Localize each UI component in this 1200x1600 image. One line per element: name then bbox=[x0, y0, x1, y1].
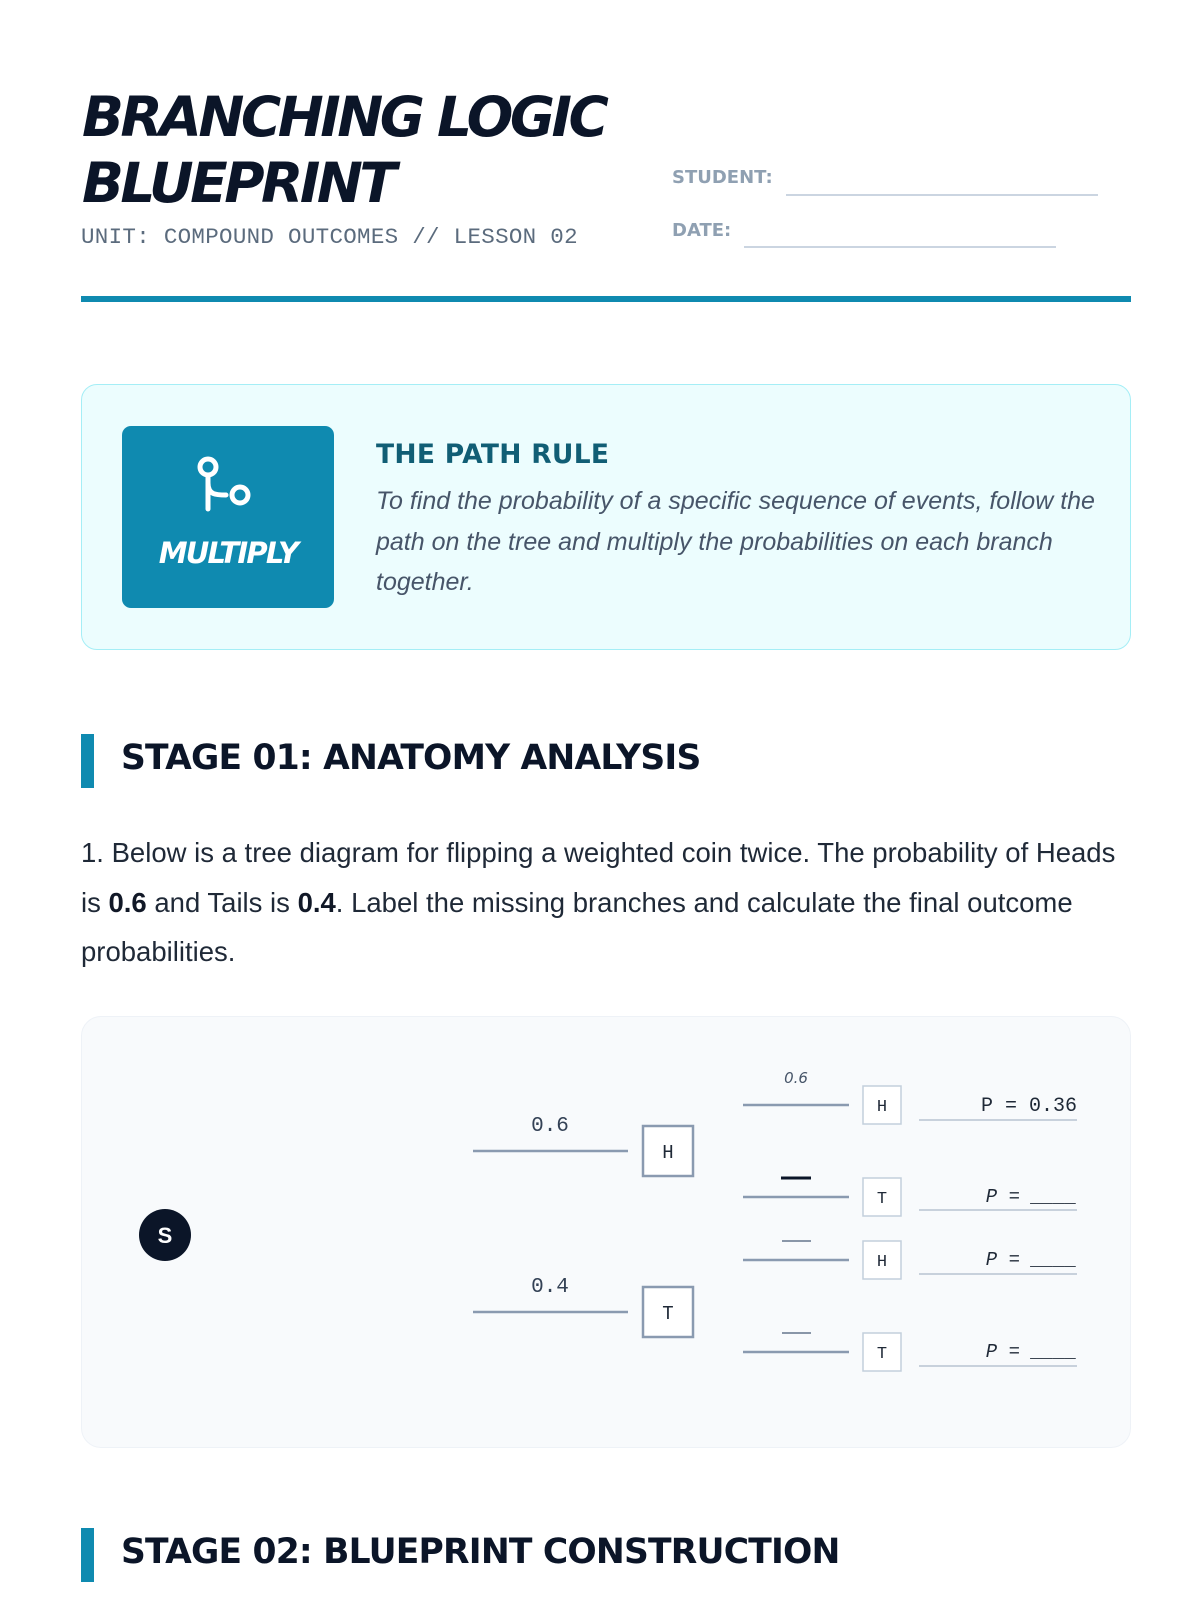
path-rule-title: THE PATH RULE bbox=[376, 439, 610, 470]
second-branch-tt bbox=[743, 1333, 1077, 1371]
outcome-node-label: H bbox=[876, 1098, 888, 1117]
outcome-probability: P = 0.36 bbox=[980, 1095, 1077, 1118]
tree-diagram-panel bbox=[81, 1016, 1131, 1448]
tree-diagram bbox=[82, 1017, 1132, 1449]
unit-subtitle: UNIT: COMPOUND OUTCOMES // LESSON 02 bbox=[81, 224, 578, 250]
heads-probability: 0.6 bbox=[108, 886, 147, 918]
second-branch-hh bbox=[743, 1069, 1077, 1124]
stage-01-title: STAGE 01: ANATOMY ANALYSIS bbox=[121, 738, 701, 778]
stage-01-marker bbox=[81, 734, 94, 788]
first-branch-heads bbox=[473, 1115, 693, 1176]
question-1-text-start: 1. Below is a tree diagram for flipping a weighted coin twice. The probability of Heads is bbox=[81, 837, 1116, 918]
student-field[interactable] bbox=[786, 194, 1098, 196]
second-branch-ht bbox=[743, 1178, 1077, 1216]
outcome-node-label: T bbox=[662, 1303, 674, 1325]
stage-02-title: STAGE 02: BLUEPRINT CONSTRUCTION bbox=[121, 1532, 840, 1572]
first-branch-tails bbox=[473, 1276, 693, 1337]
student-label: STUDENT: bbox=[672, 167, 773, 188]
outcome-probability-blank[interactable]: P = ____ bbox=[985, 1249, 1077, 1271]
route-branch-icon bbox=[194, 453, 264, 517]
outcome-probability-blank[interactable]: P = ____ bbox=[985, 1341, 1077, 1363]
outcome-probability-blank[interactable]: P = ____ bbox=[985, 1186, 1077, 1208]
multiply-badge bbox=[122, 426, 334, 608]
date-label: DATE: bbox=[672, 220, 732, 241]
second-branch-th bbox=[743, 1241, 1077, 1279]
outcome-node-label: T bbox=[876, 1190, 888, 1209]
date-field[interactable] bbox=[744, 246, 1056, 248]
stage-02-marker bbox=[81, 1528, 94, 1582]
path-rule-callout bbox=[81, 384, 1131, 650]
question-1-text-end: . Label the missing branches and calculate the final outcome probabilities. bbox=[81, 886, 1073, 967]
outcome-node-label: H bbox=[662, 1142, 674, 1164]
outcome-node-label: T bbox=[876, 1345, 888, 1364]
tails-probability: 0.4 bbox=[297, 886, 336, 918]
branch-probability-label: 0.6 bbox=[531, 1115, 569, 1138]
header-divider bbox=[81, 296, 1131, 302]
start-node-label: S bbox=[157, 1223, 173, 1248]
page-title-line-2: BLUEPRINT bbox=[82, 151, 394, 215]
page-title-line-1: BRANCHING LOGIC bbox=[82, 85, 606, 149]
page-title bbox=[82, 84, 722, 216]
branch-probability-label: 0.4 bbox=[531, 1276, 569, 1299]
path-rule-text: To find the probability of a specific sequence of events, follow the path on the tree and multiply the probabilities on each branch together. bbox=[376, 487, 1095, 596]
question-1 bbox=[81, 828, 1141, 977]
question-1-text-mid: and Tails is bbox=[146, 886, 298, 918]
multiply-label: MULTIPLY bbox=[158, 536, 298, 570]
branch-probability-label: 0.6 bbox=[784, 1069, 808, 1087]
outcome-node-label: H bbox=[876, 1253, 888, 1272]
